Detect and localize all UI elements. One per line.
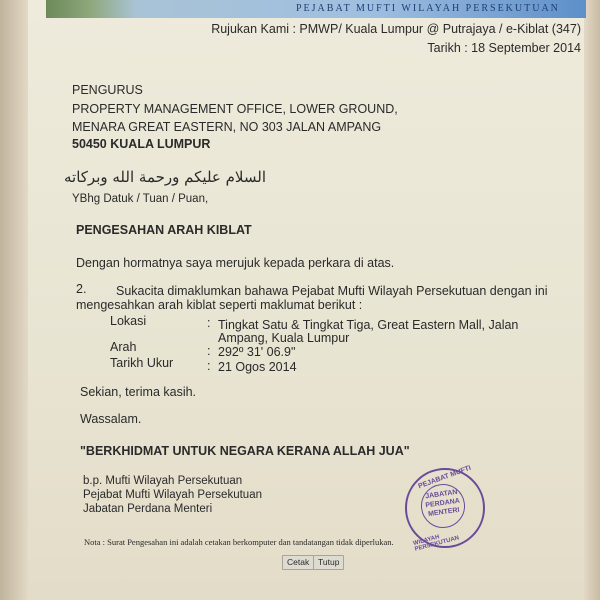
detail-label-survey-date: Tarikh Ukur <box>110 356 174 370</box>
official-stamp <box>405 464 485 553</box>
wassalam-text: Wassalam. <box>80 412 142 426</box>
motto: "BERKHIDMAT UNTUK NEGARA KERANA ALLAH JUA" <box>80 444 410 458</box>
recipient-line: MENARA GREAT EASTERN, NO 303 JALAN AMPANG <box>72 120 382 134</box>
signature-line: b.p. Mufti Wilayah Persekutuan <box>83 475 243 487</box>
stamp-outer-bottom: WILAYAH PERSEKUTUAN <box>412 534 460 553</box>
print-button[interactable]: Cetak <box>282 555 314 570</box>
note-text: Nota : Surat Pengesahan ini adalah cetakan berkomputer dan tandatangan tidak diperlukan. <box>84 537 394 547</box>
paragraph-text: mengesahkan arah kiblat seperti maklumat berikut : <box>76 298 363 312</box>
signature-line: Jabatan Perdana Menteri <box>83 503 213 515</box>
letterhead-title: PEJABAT MUFTI WILAYAH PERSEKUTUAN <box>296 3 560 14</box>
detail-separator: : <box>207 316 211 330</box>
stamp-inner-text: JABATAN PERDANA MENTERI <box>418 481 468 531</box>
reference-number: Rujukan Kami : PMWP/ Kuala Lumpur @ Putrajaya / e-Kiblat (347) <box>211 22 581 36</box>
intro-paragraph: Dengan hormatnya saya merujuk kepada perkara di atas. <box>76 256 395 270</box>
recipient-line: PROPERTY MANAGEMENT OFFICE, LOWER GROUND, <box>72 102 398 116</box>
detail-value-location: Tingkat Satu & Tingkat Tiga, Great Eastern Mall, Jalan <box>218 318 519 332</box>
detail-separator: : <box>207 344 211 358</box>
stamp-outer-top: PEJABAT MUFTI <box>417 464 473 491</box>
detail-label-location: Lokasi <box>110 314 147 328</box>
paragraph-text: Sukacita dimaklumkan bahawa Pejabat Mufti Wilayah Persekutuan dengan ini <box>116 284 548 298</box>
detail-value-survey-date: 21 Ogos 2014 <box>218 360 297 374</box>
letterhead-banner <box>46 0 586 18</box>
closing-text: Sekian, terima kasih. <box>80 385 197 399</box>
detail-separator: : <box>207 359 211 373</box>
frame-right-edge <box>582 0 600 600</box>
paragraph-number: 2. <box>76 282 87 296</box>
letter-date: Tarikh : 18 September 2014 <box>427 41 581 55</box>
detail-value-location-cont: Ampang, Kuala Lumpur <box>218 331 350 345</box>
recipient-line: 50450 KUALA LUMPUR <box>72 137 211 151</box>
detail-label-direction: Arah <box>110 340 137 354</box>
salutation: YBhg Datuk / Tuan / Puan, <box>72 193 209 205</box>
arabic-greeting: السلام عليكم ورحمة الله وبركاته <box>64 168 266 186</box>
subject-heading: PENGESAHAN ARAH KIBLAT <box>76 223 252 237</box>
frame-left-edge <box>0 0 28 600</box>
signature-line: Pejabat Mufti Wilayah Persekutuan <box>83 489 262 501</box>
close-button[interactable]: Tutup <box>313 555 344 570</box>
detail-value-direction: 292º 31' 06.9" <box>218 345 296 359</box>
recipient-line: PENGURUS <box>72 83 143 97</box>
